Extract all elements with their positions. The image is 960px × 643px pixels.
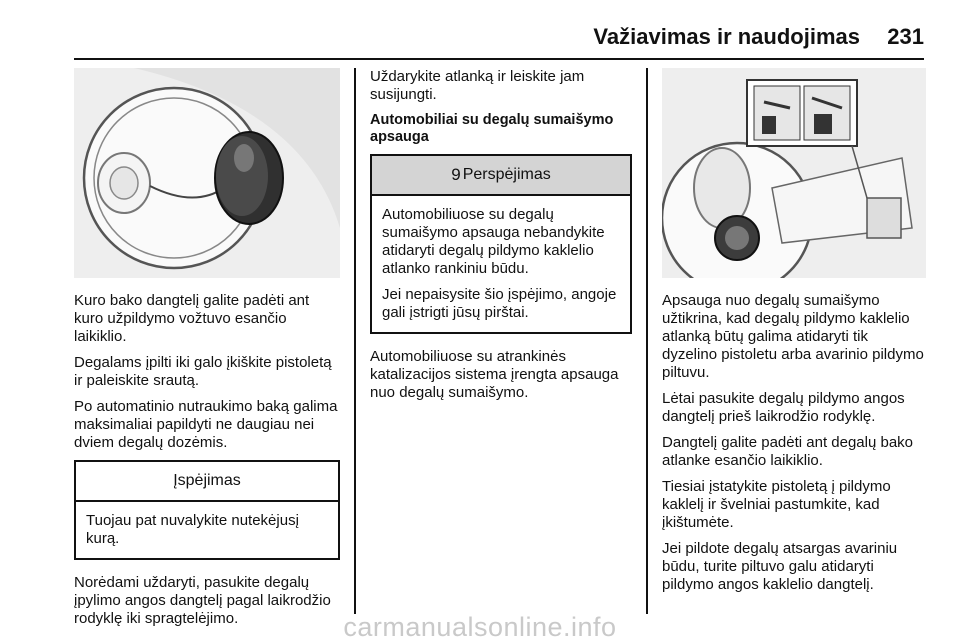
caution-text: Automobiliuose su degalų sumaišymo apsauga nebandykite atidaryti degalų pildymo kaklelio atlanko rankiniu būdu. — [382, 206, 605, 277]
caution-header — [372, 156, 630, 196]
paragraph: Tiesiai įstatykite pistoletą į pildymo kaklelį ir švelniai pastumkite, kad įkištumėte. — [662, 478, 891, 531]
column-left — [74, 68, 340, 636]
column-divider — [646, 68, 648, 614]
warning-text: Tuojau pat nuvalykite nutekėjusį kurą. — [86, 512, 299, 547]
caution-text: Jei nepaisysite šio įspėjimo, angoje gali įstrigti jūsų pirštai. — [382, 286, 617, 321]
column-middle — [370, 68, 632, 410]
page-title: Važiavimas ir naudojimas — [593, 24, 860, 49]
warning-box — [74, 460, 340, 560]
paragraph: Jei pildote degalų atsargas avariniu būdu, turite piltuvo galu atidaryti pildymo angos kaklelio dangtelį. — [662, 540, 898, 593]
section-subheading: Automobiliai su degalų sumaišymo apsauga — [370, 112, 614, 145]
column-right — [662, 68, 926, 602]
page-number: 231 — [887, 24, 924, 49]
paragraph: Apsauga nuo degalų sumaišymo užtikrina, kad degalų pildymo kaklelio atlanką būtų galima atidaryti tik dyzelino pistoletu arba avarinio pildymo piltuvu. — [662, 292, 924, 381]
caution-title: Perspėjimas — [462, 166, 551, 183]
caution-box — [370, 154, 632, 334]
paragraph: Automobiliuose su atrankinės katalizacijos sistema įrengta apsauga nuo degalų sumaišymo. — [370, 348, 619, 401]
column-divider — [354, 68, 356, 614]
warning-triangle-icon: 9 — [451, 165, 461, 184]
paragraph: Degalams įpilti iki galo įkiškite pistoletą ir paleiskite srautą. — [74, 354, 332, 389]
page-header — [0, 22, 960, 62]
paragraph: Dangtelį galite padėti ant degalų bako atlanke esančio laikiklio. — [662, 434, 914, 469]
fuel-cap-illustration — [74, 68, 340, 278]
paragraph: Kuro bako dangtelį galite padėti ant kuro užpildymo vožtuvo esančio laikiklio. — [74, 292, 310, 345]
paragraph: Lėtai pasukite degalų pildymo angos dangtelį prieš laikrodžio rodyklę. — [662, 390, 905, 425]
paragraph: Uždarykite atlanką ir leiskite jam susijungti. — [370, 68, 585, 103]
paragraph: Norėdami uždaryti, pasukite degalų įpylimo angos dangtelį pagal laikrodžio rodyklę iki spragtelėjimo. — [74, 574, 331, 627]
warning-title: Įspėjimas — [76, 462, 338, 502]
misfuel-protection-illustration — [662, 68, 926, 278]
header-rule — [74, 58, 924, 60]
paragraph: Po automatinio nutraukimo baką galima maksimaliai papildyti ne daugiau nei dviem degalų dozėmis. — [74, 398, 338, 451]
watermark: carmanualsonline.info — [343, 612, 617, 642]
